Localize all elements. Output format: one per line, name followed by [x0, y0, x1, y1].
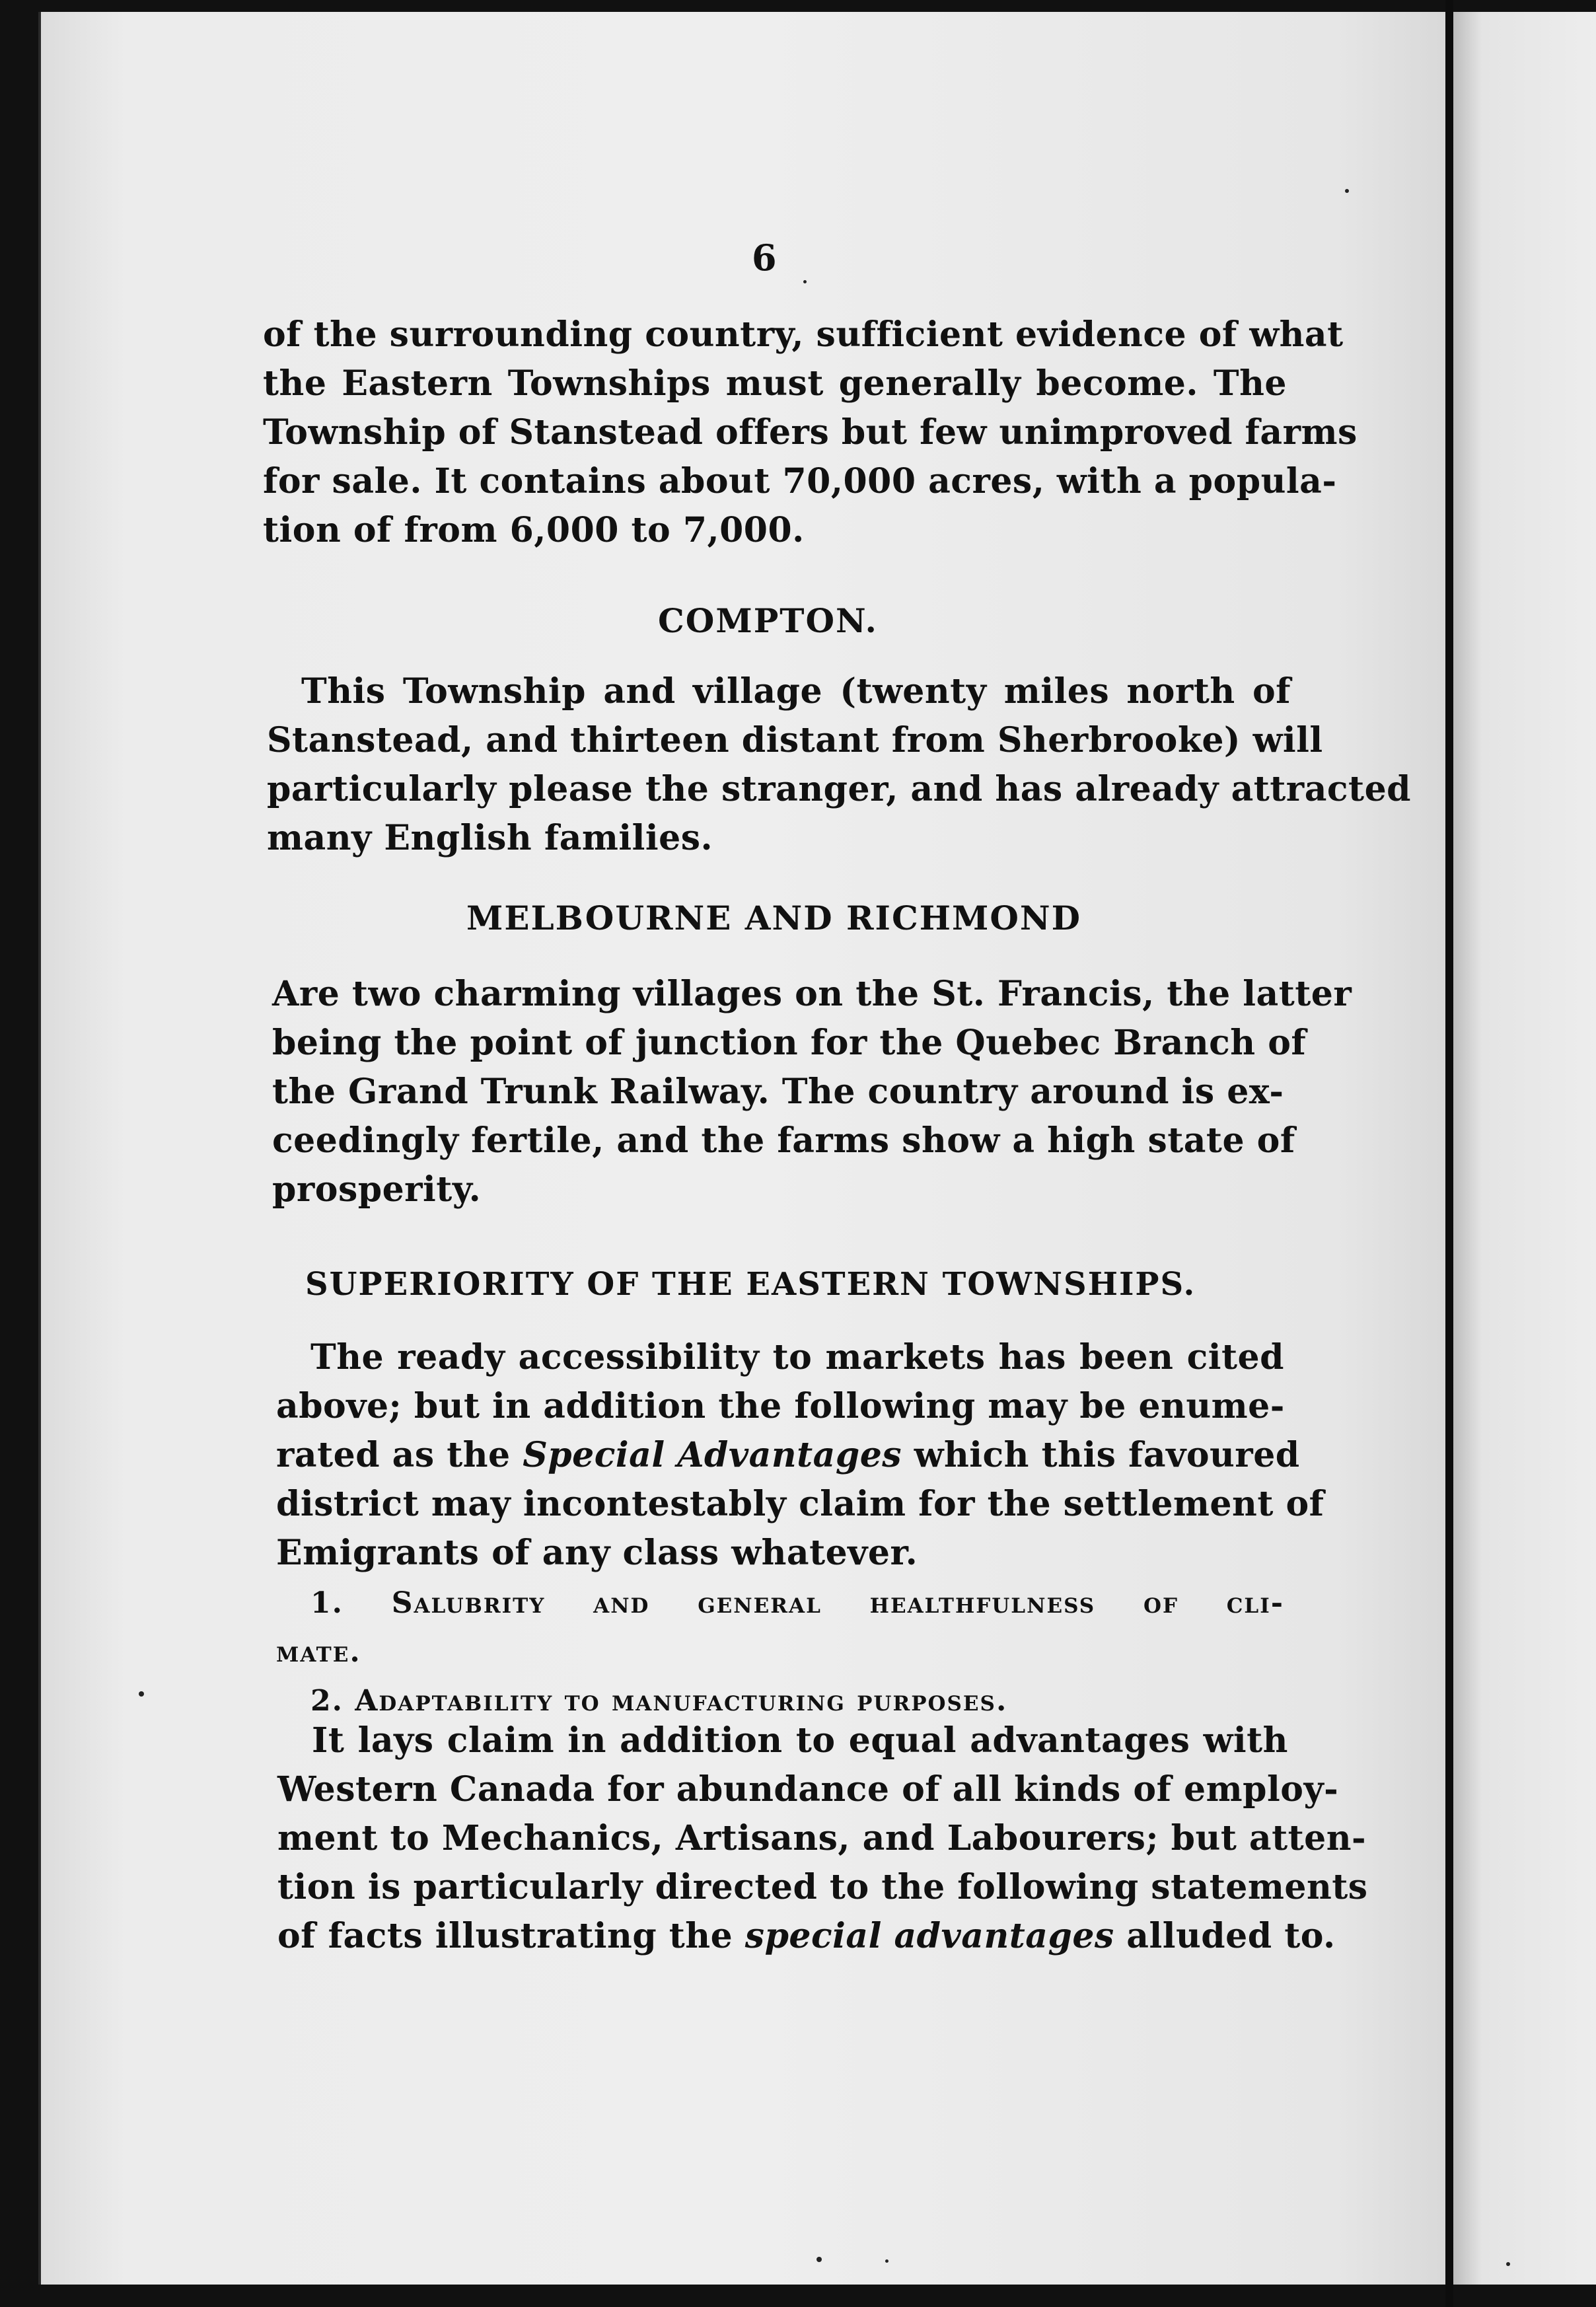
- text-line: Emigrants of any class whatever.: [276, 1533, 918, 1573]
- text-line: being the point of junction for the Quebec Branch of: [272, 1023, 1307, 1063]
- advantages-list: [276, 1579, 1284, 1726]
- text-line: the Grand Trunk Railway. The country around is ex-: [272, 1072, 1284, 1112]
- scan-speck: [1345, 189, 1349, 193]
- scan-speck: [885, 2259, 889, 2263]
- facing-page-edge: [1453, 12, 1596, 2285]
- text-line: many English families.: [267, 818, 713, 858]
- text-fragment: of facts illustrating the: [277, 1916, 733, 1956]
- text-line: Western Canada for abundance of all kinds of employ-: [277, 1769, 1339, 1810]
- superiority-paragraph: [276, 1333, 1324, 1578]
- text-line: prosperity.: [272, 1169, 482, 1210]
- text-fragment: which this favoured: [914, 1435, 1300, 1475]
- text-line: Stanstead, and thirteen distant from Sherbrooke) will: [267, 720, 1323, 760]
- text-line: [277, 1912, 1336, 1961]
- text-line: the Eastern Townships must generally become. The: [263, 363, 1287, 404]
- page-number: 6: [752, 237, 777, 279]
- text-fragment: rated as the: [276, 1435, 511, 1475]
- text-line: tion of from 6,000 to 7,000.: [263, 510, 805, 550]
- intro-paragraph: [263, 311, 1358, 555]
- text-line: particularly please the stranger, and has already attracted: [267, 769, 1412, 809]
- text-line: [276, 1431, 1300, 1480]
- text-line: of the surrounding country, sufficient evidence of what: [263, 314, 1344, 355]
- scan-speck: [816, 2257, 822, 2262]
- section-heading-compton: COMPTON.: [658, 601, 878, 640]
- text-line: tion is particularly directed to the following statements: [277, 1867, 1368, 1907]
- scan-speck: [803, 280, 807, 283]
- text-line: district may incontestably claim for the settlement of: [276, 1484, 1324, 1524]
- text-line: The ready accessibility to markets has been cited: [310, 1337, 1284, 1377]
- text-line: above; but in addition the following may be enume-: [276, 1386, 1285, 1426]
- book-spine: [1445, 0, 1453, 2307]
- text-line: ceedingly fertile, and the farms show a high state of: [272, 1120, 1295, 1161]
- scan-speck: [1506, 2262, 1510, 2266]
- section-heading-superiority: SUPERIORITY OF THE EASTERN TOWNSHIPS.: [305, 1266, 1196, 1303]
- text-line: It lays claim in addition to equal advantages with: [312, 1720, 1288, 1761]
- list-item: 2. Adaptability to manufacturing purposes.: [310, 1684, 1008, 1718]
- list-item-continuation: mate.: [276, 1635, 361, 1669]
- list-item: 1. Salubrity and general healthfulness of cli-: [310, 1586, 1284, 1620]
- emphasis-text: special advantages: [744, 1916, 1114, 1956]
- text-fragment: alluded to.: [1126, 1916, 1336, 1956]
- compton-paragraph: [267, 667, 1412, 863]
- text-line: ment to Mechanics, Artisans, and Labourers; but atten-: [277, 1818, 1367, 1858]
- text-line: Are two charming villages on the St. Francis, the latter: [272, 974, 1352, 1014]
- text-line: This Township and village (twenty miles north of: [301, 671, 1291, 712]
- melbourne-paragraph: [272, 970, 1352, 1214]
- emphasis-text: Special Advantages: [523, 1435, 902, 1475]
- section-heading-melbourne: MELBOURNE AND RICHMOND: [466, 898, 1081, 937]
- text-line: for sale. It contains about 70,000 acres, with a popula-: [263, 461, 1337, 501]
- scan-speck: [139, 1691, 144, 1697]
- text-line: Township of Stanstead offers but few unimproved farms: [263, 412, 1358, 453]
- closing-paragraph: [277, 1716, 1368, 1961]
